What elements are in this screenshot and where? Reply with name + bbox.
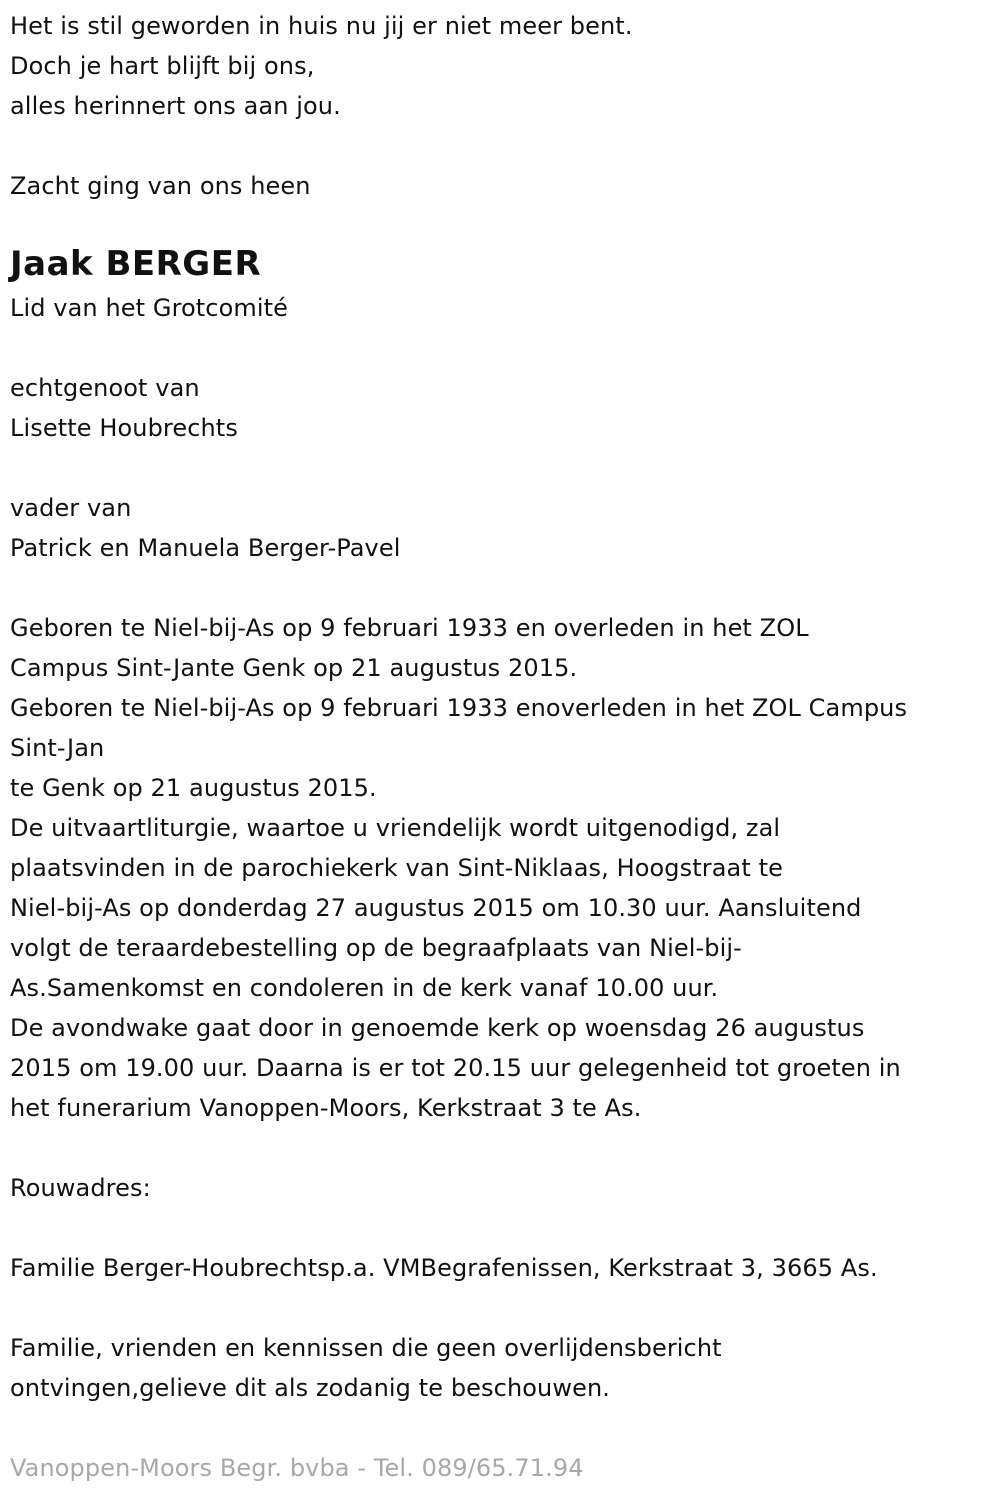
spacer	[10, 568, 1000, 608]
mourning-address-label: Rouwadres:	[10, 1174, 151, 1202]
funeral-home-footer: Vanoppen-Moors Begr. bvba - Tel. 089/65.71.94	[10, 1454, 584, 1482]
details-line: As.Samenkomst en condoleren in de kerk vanaf 10.00 uur.	[10, 974, 719, 1002]
details-line: Campus Sint-Jante Genk op 21 augustus 2015.	[10, 654, 578, 682]
spacer	[10, 328, 1000, 368]
details-line: Sint-Jan	[10, 734, 105, 762]
details-line: 2015 om 19.00 uur. Daarna is er tot 20.15 uur gelegenheid tot groeten in	[10, 1054, 901, 1082]
spacer	[10, 1288, 1000, 1328]
details-section	[10, 608, 1000, 1128]
poem-line: alles herinnert ons aan jou.	[10, 92, 341, 120]
notice-section	[10, 1328, 1000, 1408]
mourning-address-section	[10, 1168, 1000, 1288]
intro-text: Zacht ging van ons heen	[10, 172, 311, 200]
details-line: volgt de teraardebestelling op de begraafplaats van Niel-bij-	[10, 934, 742, 962]
details-line: te Genk op 21 augustus 2015.	[10, 774, 377, 802]
children-label: vader van	[10, 494, 132, 522]
details-line: De uitvaartliturgie, waartoe u vriendelijk wordt uitgenodigd, zal	[10, 814, 781, 842]
mourning-address: Familie Berger-Houbrechtsp.a. VMBegrafenissen, Kerkstraat 3, 3665 As.	[10, 1254, 878, 1282]
deceased-role: Lid van het Grotcomité	[10, 294, 289, 322]
details-line: De avondwake gaat door in genoemde kerk op woensdag 26 augustus	[10, 1014, 865, 1042]
children-section	[10, 488, 1000, 568]
spacer	[10, 448, 1000, 488]
spacer	[10, 1208, 1000, 1248]
poem-line: Doch je hart blijft bij ons,	[10, 52, 315, 80]
spacer	[10, 1408, 1000, 1448]
poem	[10, 6, 1000, 126]
spouse-name: Lisette Houbrechts	[10, 414, 238, 442]
details-line: Niel-bij-As op donderdag 27 augustus 2015 om 10.30 uur. Aansluitend	[10, 894, 862, 922]
details-line: plaatsvinden in de parochiekerk van Sint-Niklaas, Hoogstraat te	[10, 854, 783, 882]
spouse-section	[10, 368, 1000, 448]
deceased-name: Jaak BERGER	[10, 244, 262, 284]
spacer	[10, 1128, 1000, 1168]
details-line: het funerarium Vanoppen-Moors, Kerkstraat 3 te As.	[10, 1094, 642, 1122]
spouse-label: echtgenoot van	[10, 374, 200, 402]
notice-line: ontvingen,gelieve dit als zodanig te beschouwen.	[10, 1374, 610, 1402]
details-line: Geboren te Niel-bij-As op 9 februari 1933 en overleden in het ZOL	[10, 614, 809, 642]
notice-line: Familie, vrienden en kennissen die geen overlijdensbericht	[10, 1334, 722, 1362]
details-line: Geboren te Niel-bij-As op 9 februari 1933 enoverleden in het ZOL Campus	[10, 694, 908, 722]
children-names: Patrick en Manuela Berger-Pavel	[10, 534, 401, 562]
poem-line: Het is stil geworden in huis nu jij er niet meer bent.	[10, 12, 633, 40]
spacer	[10, 206, 1000, 240]
spacer	[10, 126, 1000, 166]
